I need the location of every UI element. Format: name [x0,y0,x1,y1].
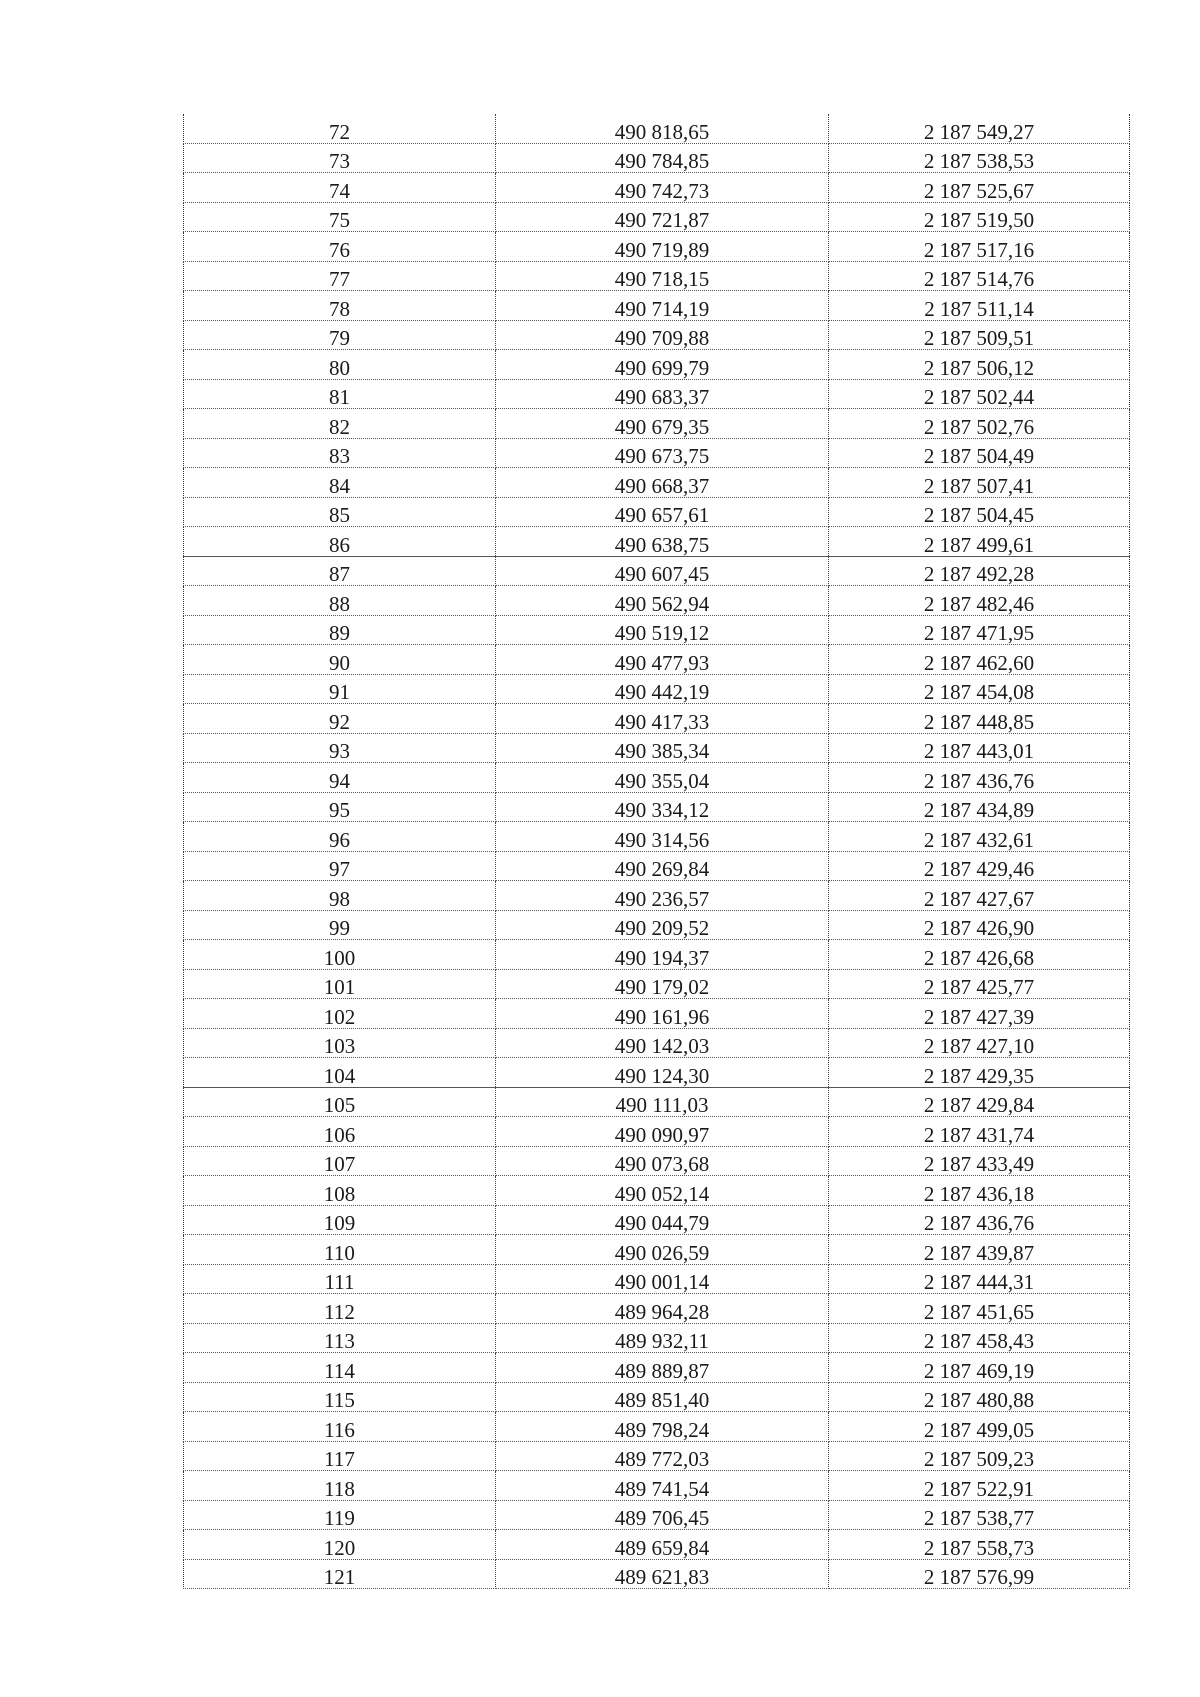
y-coordinate-cell: 2 187 425,77 [829,969,1130,999]
y-coordinate-cell: 2 187 443,01 [829,733,1130,763]
table-row [184,1087,1130,1117]
table-row [184,1382,1130,1412]
table-row [184,409,1130,439]
table-row [184,1235,1130,1265]
y-coordinate-cell: 2 187 549,27 [829,114,1130,143]
table-row [184,350,1130,380]
point-number-cell: 110 [184,1235,496,1265]
y-coordinate-cell: 2 187 439,87 [829,1235,1130,1265]
y-coordinate-cell: 2 187 511,14 [829,291,1130,321]
x-coordinate-cell: 490 742,73 [496,173,829,203]
table-row [184,851,1130,881]
x-coordinate-cell: 490 442,19 [496,674,829,704]
table-row [184,114,1130,143]
x-coordinate-cell: 490 721,87 [496,202,829,232]
x-coordinate-cell: 490 142,03 [496,1028,829,1058]
point-number-cell: 98 [184,881,496,911]
x-coordinate-cell: 490 562,94 [496,586,829,616]
table-row [184,999,1130,1029]
x-coordinate-cell: 490 657,61 [496,497,829,527]
y-coordinate-cell: 2 187 429,35 [829,1058,1130,1088]
x-coordinate-cell: 490 334,12 [496,792,829,822]
x-coordinate-cell: 489 932,11 [496,1323,829,1353]
point-number-cell: 91 [184,674,496,704]
point-number-cell: 99 [184,910,496,940]
y-coordinate-cell: 2 187 462,60 [829,645,1130,675]
x-coordinate-cell: 489 772,03 [496,1441,829,1471]
table-row [184,792,1130,822]
x-coordinate-cell: 490 111,03 [496,1087,829,1117]
x-coordinate-cell: 490 209,52 [496,910,829,940]
y-coordinate-cell: 2 187 558,73 [829,1530,1130,1560]
x-coordinate-cell: 490 679,35 [496,409,829,439]
point-number-cell: 79 [184,320,496,350]
x-coordinate-cell: 490 236,57 [496,881,829,911]
point-number-cell: 103 [184,1028,496,1058]
x-coordinate-cell: 490 314,56 [496,822,829,852]
x-coordinate-cell: 490 073,68 [496,1146,829,1176]
coordinates-table-body [184,114,1130,1589]
y-coordinate-cell: 2 187 514,76 [829,261,1130,291]
y-coordinate-cell: 2 187 427,39 [829,999,1130,1029]
table-row [184,940,1130,970]
y-coordinate-cell: 2 187 502,76 [829,409,1130,439]
point-number-cell: 116 [184,1412,496,1442]
y-coordinate-cell: 2 187 506,12 [829,350,1130,380]
y-coordinate-cell: 2 187 509,51 [829,320,1130,350]
x-coordinate-cell: 489 851,40 [496,1382,829,1412]
point-number-cell: 101 [184,969,496,999]
table-row [184,1559,1130,1589]
point-number-cell: 108 [184,1176,496,1206]
x-coordinate-cell: 490 673,75 [496,438,829,468]
y-coordinate-cell: 2 187 519,50 [829,202,1130,232]
table-row [184,1205,1130,1235]
x-coordinate-cell: 489 741,54 [496,1471,829,1501]
table-row [184,1441,1130,1471]
y-coordinate-cell: 2 187 492,28 [829,556,1130,586]
point-number-cell: 81 [184,379,496,409]
table-row [184,1471,1130,1501]
table-row [184,763,1130,793]
x-coordinate-cell: 490 355,04 [496,763,829,793]
table-row [184,615,1130,645]
table-row [184,468,1130,498]
y-coordinate-cell: 2 187 502,44 [829,379,1130,409]
point-number-cell: 121 [184,1559,496,1589]
table-row [184,1353,1130,1383]
table-row [184,674,1130,704]
x-coordinate-cell: 490 699,79 [496,350,829,380]
table-row [184,291,1130,321]
point-number-cell: 117 [184,1441,496,1471]
y-coordinate-cell: 2 187 499,61 [829,527,1130,557]
x-coordinate-cell: 490 052,14 [496,1176,829,1206]
point-number-cell: 72 [184,114,496,143]
table-row [184,881,1130,911]
x-coordinate-cell: 489 621,83 [496,1559,829,1589]
point-number-cell: 106 [184,1117,496,1147]
point-number-cell: 97 [184,851,496,881]
coordinates-table [183,114,1130,1589]
y-coordinate-cell: 2 187 504,49 [829,438,1130,468]
table-row [184,232,1130,262]
table-row [184,910,1130,940]
x-coordinate-cell: 489 659,84 [496,1530,829,1560]
point-number-cell: 114 [184,1353,496,1383]
y-coordinate-cell: 2 187 504,45 [829,497,1130,527]
point-number-cell: 109 [184,1205,496,1235]
table-row [184,733,1130,763]
x-coordinate-cell: 490 090,97 [496,1117,829,1147]
table-row [184,438,1130,468]
table-row [184,497,1130,527]
table-row [184,969,1130,999]
x-coordinate-cell: 490 179,02 [496,969,829,999]
x-coordinate-cell: 489 798,24 [496,1412,829,1442]
y-coordinate-cell: 2 187 433,49 [829,1146,1130,1176]
table-row [184,143,1130,173]
table-row [184,173,1130,203]
x-coordinate-cell: 490 417,33 [496,704,829,734]
point-number-cell: 75 [184,202,496,232]
table-row [184,1412,1130,1442]
y-coordinate-cell: 2 187 538,77 [829,1500,1130,1530]
y-coordinate-cell: 2 187 522,91 [829,1471,1130,1501]
y-coordinate-cell: 2 187 427,67 [829,881,1130,911]
x-coordinate-cell: 490 194,37 [496,940,829,970]
table-row [184,202,1130,232]
point-number-cell: 86 [184,527,496,557]
point-number-cell: 90 [184,645,496,675]
table-row [184,527,1130,557]
x-coordinate-cell: 489 889,87 [496,1353,829,1383]
y-coordinate-cell: 2 187 458,43 [829,1323,1130,1353]
point-number-cell: 112 [184,1294,496,1324]
x-coordinate-cell: 489 706,45 [496,1500,829,1530]
point-number-cell: 74 [184,173,496,203]
table-row [184,1028,1130,1058]
table-row [184,379,1130,409]
table-row [184,320,1130,350]
point-number-cell: 76 [184,232,496,262]
x-coordinate-cell: 490 001,14 [496,1264,829,1294]
point-number-cell: 119 [184,1500,496,1530]
y-coordinate-cell: 2 187 429,84 [829,1087,1130,1117]
y-coordinate-cell: 2 187 525,67 [829,173,1130,203]
table-row [184,1530,1130,1560]
point-number-cell: 85 [184,497,496,527]
point-number-cell: 89 [184,615,496,645]
y-coordinate-cell: 2 187 436,18 [829,1176,1130,1206]
x-coordinate-cell: 490 044,79 [496,1205,829,1235]
point-number-cell: 104 [184,1058,496,1088]
point-number-cell: 113 [184,1323,496,1353]
point-number-cell: 102 [184,999,496,1029]
table-row [184,556,1130,586]
table-row [184,1500,1130,1530]
point-number-cell: 100 [184,940,496,970]
table-row [184,704,1130,734]
y-coordinate-cell: 2 187 454,08 [829,674,1130,704]
x-coordinate-cell: 490 161,96 [496,999,829,1029]
y-coordinate-cell: 2 187 482,46 [829,586,1130,616]
x-coordinate-cell: 490 719,89 [496,232,829,262]
y-coordinate-cell: 2 187 469,19 [829,1353,1130,1383]
y-coordinate-cell: 2 187 432,61 [829,822,1130,852]
point-number-cell: 83 [184,438,496,468]
y-coordinate-cell: 2 187 507,41 [829,468,1130,498]
x-coordinate-cell: 490 668,37 [496,468,829,498]
y-coordinate-cell: 2 187 538,53 [829,143,1130,173]
point-number-cell: 107 [184,1146,496,1176]
x-coordinate-cell: 490 714,19 [496,291,829,321]
x-coordinate-cell: 490 784,85 [496,143,829,173]
point-number-cell: 84 [184,468,496,498]
point-number-cell: 78 [184,291,496,321]
y-coordinate-cell: 2 187 434,89 [829,792,1130,822]
y-coordinate-cell: 2 187 426,68 [829,940,1130,970]
x-coordinate-cell: 490 519,12 [496,615,829,645]
point-number-cell: 93 [184,733,496,763]
point-number-cell: 96 [184,822,496,852]
point-number-cell: 115 [184,1382,496,1412]
x-coordinate-cell: 490 026,59 [496,1235,829,1265]
y-coordinate-cell: 2 187 436,76 [829,763,1130,793]
y-coordinate-cell: 2 187 431,74 [829,1117,1130,1147]
y-coordinate-cell: 2 187 499,05 [829,1412,1130,1442]
x-coordinate-cell: 490 709,88 [496,320,829,350]
table-row [184,1176,1130,1206]
table-row [184,1146,1130,1176]
y-coordinate-cell: 2 187 448,85 [829,704,1130,734]
x-coordinate-cell: 490 818,65 [496,114,829,143]
y-coordinate-cell: 2 187 427,10 [829,1028,1130,1058]
y-coordinate-cell: 2 187 444,31 [829,1264,1130,1294]
point-number-cell: 105 [184,1087,496,1117]
point-number-cell: 95 [184,792,496,822]
x-coordinate-cell: 490 607,45 [496,556,829,586]
table-row [184,822,1130,852]
point-number-cell: 82 [184,409,496,439]
y-coordinate-cell: 2 187 451,65 [829,1294,1130,1324]
table-row [184,261,1130,291]
point-number-cell: 80 [184,350,496,380]
point-number-cell: 88 [184,586,496,616]
point-number-cell: 87 [184,556,496,586]
table-row [184,1294,1130,1324]
point-number-cell: 120 [184,1530,496,1560]
table-row [184,1264,1130,1294]
x-coordinate-cell: 490 683,37 [496,379,829,409]
point-number-cell: 111 [184,1264,496,1294]
y-coordinate-cell: 2 187 426,90 [829,910,1130,940]
y-coordinate-cell: 2 187 480,88 [829,1382,1130,1412]
x-coordinate-cell: 490 269,84 [496,851,829,881]
x-coordinate-cell: 489 964,28 [496,1294,829,1324]
x-coordinate-cell: 490 477,93 [496,645,829,675]
y-coordinate-cell: 2 187 576,99 [829,1559,1130,1589]
point-number-cell: 118 [184,1471,496,1501]
x-coordinate-cell: 490 718,15 [496,261,829,291]
y-coordinate-cell: 2 187 517,16 [829,232,1130,262]
y-coordinate-cell: 2 187 509,23 [829,1441,1130,1471]
point-number-cell: 73 [184,143,496,173]
table-row [184,1117,1130,1147]
y-coordinate-cell: 2 187 429,46 [829,851,1130,881]
point-number-cell: 77 [184,261,496,291]
y-coordinate-cell: 2 187 471,95 [829,615,1130,645]
x-coordinate-cell: 490 124,30 [496,1058,829,1088]
table-row [184,1058,1130,1088]
y-coordinate-cell: 2 187 436,76 [829,1205,1130,1235]
table-row [184,586,1130,616]
table-row [184,645,1130,675]
point-number-cell: 92 [184,704,496,734]
x-coordinate-cell: 490 638,75 [496,527,829,557]
point-number-cell: 94 [184,763,496,793]
x-coordinate-cell: 490 385,34 [496,733,829,763]
table-row [184,1323,1130,1353]
